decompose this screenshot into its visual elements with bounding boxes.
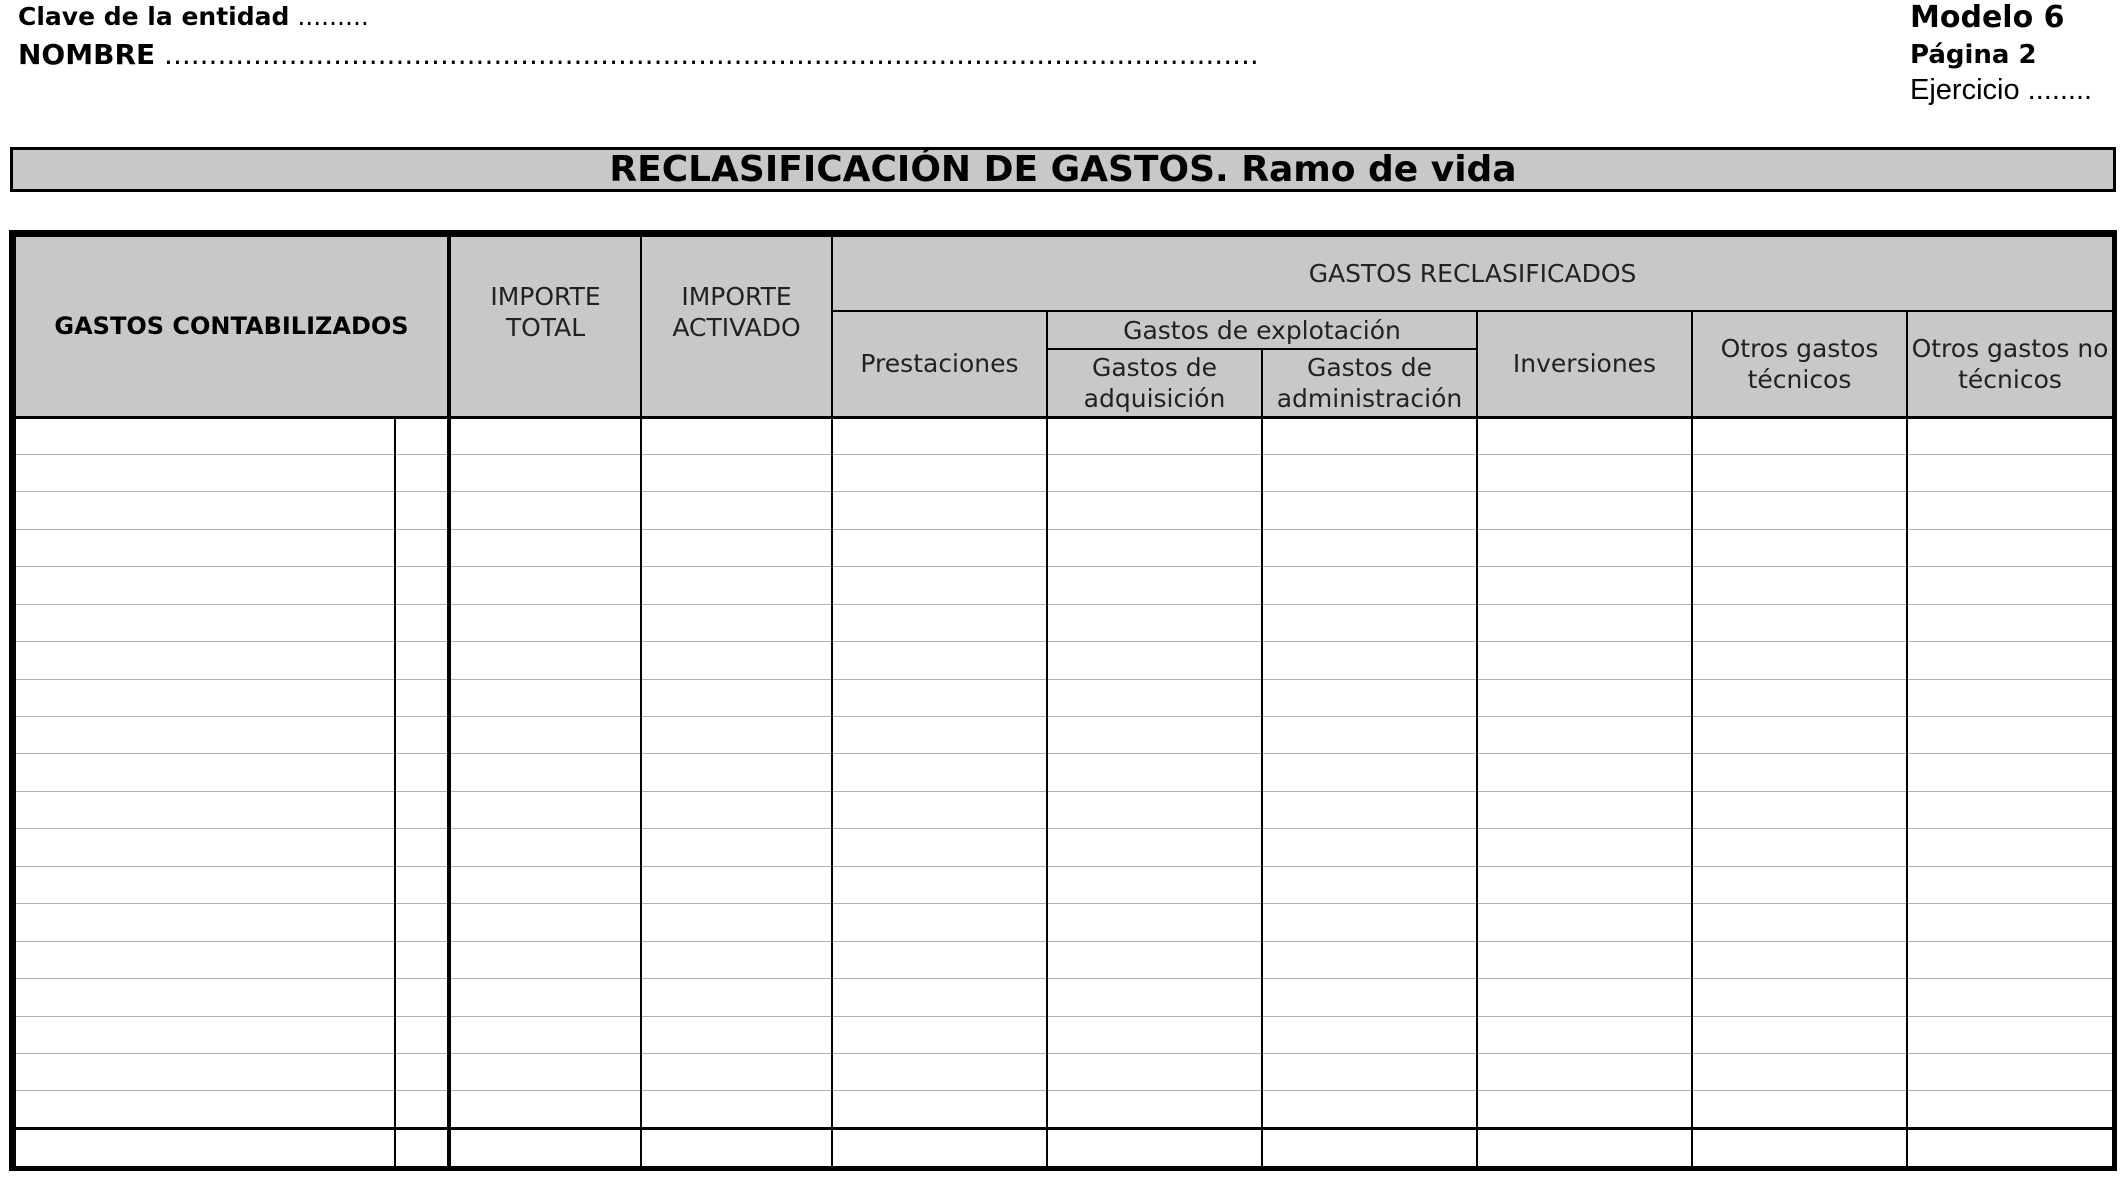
table-cell[interactable] [1692,642,1907,679]
table-row [15,642,2113,679]
table-cell[interactable] [1907,1128,2113,1166]
table-cell[interactable] [1262,1128,1477,1166]
table-cell[interactable] [1692,1128,1907,1166]
table-cell[interactable] [15,529,395,566]
table-cell[interactable] [1262,642,1477,679]
table-cell[interactable] [395,829,449,866]
clave-entidad-field[interactable]: ......... [297,2,369,31]
table-cell[interactable] [832,866,1047,903]
table-cell[interactable] [449,642,641,679]
table-row [15,567,2113,604]
pagina-label: Página 2 [1910,40,2037,70]
table-cell[interactable] [15,604,395,641]
table-cell[interactable] [1477,417,1692,454]
table-cell[interactable] [1692,791,1907,828]
table-cell[interactable] [1477,604,1692,641]
table-cell[interactable] [1477,454,1692,491]
table-row [15,454,2113,491]
reclasificacion-table [9,230,2117,1171]
table-cell[interactable] [832,1091,1047,1128]
header-importe-total-text: IMPORTE TOTAL [490,282,601,343]
table-cell[interactable] [641,1053,832,1090]
table-cell[interactable] [1262,417,1477,454]
table-cell[interactable] [1692,604,1907,641]
table-cell[interactable] [1262,492,1477,529]
header-importe-activado [641,236,832,417]
table-cell[interactable] [1692,904,1907,941]
header-inversiones: Inversiones [1477,311,1692,417]
table-cell[interactable] [449,1053,641,1090]
table-cell[interactable] [15,417,395,454]
table-cell[interactable] [15,829,395,866]
table-cell[interactable] [1047,904,1262,941]
table-cell[interactable] [1262,1053,1477,1090]
table-cell[interactable] [449,1016,641,1053]
table-cell[interactable] [832,604,1047,641]
table-cell[interactable] [832,1128,1047,1166]
table-cell[interactable] [832,1016,1047,1053]
table-cell[interactable] [1262,941,1477,978]
table-cell[interactable] [15,717,395,754]
header-importe-total [449,236,641,417]
table-cell[interactable] [1692,979,1907,1016]
table-cell[interactable] [1477,829,1692,866]
table-cell[interactable] [641,979,832,1016]
table-row [15,904,2113,941]
table-cell[interactable] [832,454,1047,491]
table-cell[interactable] [641,1091,832,1128]
table-cell[interactable] [1262,866,1477,903]
page-title: RECLASIFICACIÓN DE GASTOS. Ramo de vida [10,147,2116,192]
table-cell[interactable] [1047,642,1262,679]
table-cell[interactable] [832,642,1047,679]
table-cell[interactable] [641,529,832,566]
table-cell[interactable] [1477,866,1692,903]
table-cell[interactable] [15,642,395,679]
header-gastos-contabilizados: GASTOS CONTABILIZADOS [15,236,449,417]
table-cell[interactable] [395,1128,449,1166]
table-row [15,717,2113,754]
table-cell[interactable] [832,1053,1047,1090]
table-row [15,679,2113,716]
table-cell[interactable] [641,941,832,978]
table-cell[interactable] [1047,604,1262,641]
table-row [15,866,2113,903]
table-cell[interactable] [1047,1091,1262,1128]
table-cell[interactable] [1692,1091,1907,1128]
table-cell[interactable] [641,604,832,641]
table-cell[interactable] [1262,529,1477,566]
table-cell[interactable] [1047,791,1262,828]
table-cell[interactable] [832,791,1047,828]
table-cell[interactable] [1047,754,1262,791]
table-cell[interactable] [641,642,832,679]
table-cell[interactable] [15,679,395,716]
table-row [15,604,2113,641]
table-cell[interactable] [1262,791,1477,828]
table-cell[interactable] [1047,454,1262,491]
table-cell[interactable] [449,417,641,454]
table-cell[interactable] [1907,791,2113,828]
table-cell[interactable] [641,417,832,454]
table-cell[interactable] [1692,866,1907,903]
table-cell[interactable] [1477,941,1692,978]
table-cell[interactable] [1692,1016,1907,1053]
table-cell[interactable] [15,941,395,978]
table-cell[interactable] [641,1128,832,1166]
table-row [15,529,2113,566]
clave-entidad-line [18,2,369,31]
ejercicio-field[interactable]: Ejercicio ........ [1910,74,2093,106]
table-cell[interactable] [1047,1128,1262,1166]
table-cell[interactable] [1907,679,2113,716]
table-cell[interactable] [641,829,832,866]
table-cell[interactable] [1477,1091,1692,1128]
table-cell[interactable] [449,717,641,754]
table-body [15,417,2113,1166]
table-cell[interactable] [1262,829,1477,866]
table-cell[interactable] [832,717,1047,754]
table-cell[interactable] [15,1128,395,1166]
table-cell[interactable] [1907,567,2113,604]
table-cell[interactable] [1477,529,1692,566]
table-cell[interactable] [641,904,832,941]
table-cell[interactable] [395,492,449,529]
table-cell[interactable] [15,754,395,791]
table-cell[interactable] [1047,417,1262,454]
table-cell[interactable] [1262,1016,1477,1053]
table-cell[interactable] [832,679,1047,716]
table-cell[interactable] [832,829,1047,866]
header-otros-gastos-tecnicos: Otros gastos técnicos [1692,311,1907,417]
table-cell[interactable] [832,979,1047,1016]
table-cell[interactable] [641,679,832,716]
table-cell[interactable] [1262,679,1477,716]
table-cell[interactable] [395,1053,449,1090]
table-cell[interactable] [1047,679,1262,716]
table-cell[interactable] [1907,492,2113,529]
table-cell[interactable] [832,754,1047,791]
table-cell[interactable] [1477,754,1692,791]
table-cell[interactable] [1047,492,1262,529]
header-gastos-adquisicion: Gastos de adquisición [1047,349,1262,417]
table-cell[interactable] [15,791,395,828]
table-cell[interactable] [395,866,449,903]
table-cell[interactable] [449,679,641,716]
table-cell[interactable] [395,417,449,454]
table-cell[interactable] [1907,642,2113,679]
table-cell[interactable] [1477,979,1692,1016]
table-cell[interactable] [1907,1053,2113,1090]
table-cell[interactable] [1477,717,1692,754]
table-cell[interactable] [395,642,449,679]
table-cell[interactable] [1262,454,1477,491]
table-cell[interactable] [395,679,449,716]
table-cell[interactable] [449,829,641,866]
table-cell[interactable] [395,454,449,491]
table-cell[interactable] [15,979,395,1016]
table-cell[interactable] [395,529,449,566]
table-cell[interactable] [1907,979,2113,1016]
table-cell[interactable] [449,904,641,941]
table-cell[interactable] [1262,904,1477,941]
table-cell[interactable] [395,1016,449,1053]
table-cell[interactable] [1047,1053,1262,1090]
table-cell[interactable] [449,979,641,1016]
table-cell[interactable] [832,941,1047,978]
table-cell[interactable] [1047,941,1262,978]
table-cell[interactable] [1692,529,1907,566]
table-cell[interactable] [15,567,395,604]
table-cell[interactable] [832,904,1047,941]
nombre-line [18,38,1259,71]
table-cell[interactable] [641,567,832,604]
table-cell[interactable] [1692,492,1907,529]
table-cell[interactable] [832,492,1047,529]
table-cell[interactable] [15,904,395,941]
table-row [15,941,2113,978]
table-cell[interactable] [1907,754,2113,791]
table-cell[interactable] [641,454,832,491]
table-row [15,979,2113,1016]
table-row [15,492,2113,529]
table-cell[interactable] [1262,754,1477,791]
header-gastos-administracion: Gastos de administración [1262,349,1477,417]
table-row [15,417,2113,454]
table-cell[interactable] [395,567,449,604]
table-cell[interactable] [1907,904,2113,941]
table-cell[interactable] [1477,642,1692,679]
table-row [15,754,2113,791]
table-cell[interactable] [641,717,832,754]
table-cell[interactable] [15,1016,395,1053]
table-cell[interactable] [1262,1091,1477,1128]
table-cell[interactable] [1692,679,1907,716]
table-cell[interactable] [395,717,449,754]
table-cell[interactable] [1047,567,1262,604]
table-cell[interactable] [395,1091,449,1128]
table-cell[interactable] [395,979,449,1016]
table-cell[interactable] [832,567,1047,604]
table-cell[interactable] [1692,567,1907,604]
nombre-field[interactable]: ........................................................................................................................... [164,38,1259,71]
table-cell[interactable] [1692,754,1907,791]
table-row [15,1016,2113,1053]
table-cell[interactable] [1262,567,1477,604]
table-cell[interactable] [1047,866,1262,903]
header-gastos-explotacion: Gastos de explotación [1047,311,1477,349]
table-cell[interactable] [395,604,449,641]
table-cell[interactable] [1477,904,1692,941]
table-cell[interactable] [449,604,641,641]
table-cell[interactable] [1047,829,1262,866]
table-cell[interactable] [1262,717,1477,754]
table-cell[interactable] [1692,1053,1907,1090]
table-cell[interactable] [1692,717,1907,754]
table-cell[interactable] [1907,417,2113,454]
table-cell[interactable] [1692,454,1907,491]
table-cell[interactable] [832,417,1047,454]
table-cell[interactable] [15,866,395,903]
table-cell[interactable] [395,941,449,978]
table-cell[interactable] [15,454,395,491]
table-cell[interactable] [1907,604,2113,641]
table-cell[interactable] [1692,417,1907,454]
table-cell[interactable] [1907,829,2113,866]
table-cell[interactable] [1477,492,1692,529]
table-cell[interactable] [15,1091,395,1128]
table-cell[interactable] [641,1016,832,1053]
table-cell[interactable] [1047,979,1262,1016]
table-cell[interactable] [1262,979,1477,1016]
table-cell[interactable] [15,1053,395,1090]
table-row [15,829,2113,866]
total-row [15,1128,2113,1166]
table-cell[interactable] [449,941,641,978]
table-cell[interactable] [449,754,641,791]
table-cell[interactable] [641,492,832,529]
table-cell[interactable] [1477,1128,1692,1166]
table-cell[interactable] [449,1128,641,1166]
table-cell[interactable] [1907,941,2113,978]
table-cell[interactable] [449,1091,641,1128]
header-gastos-reclasificados: GASTOS RECLASIFICADOS [832,236,2113,311]
table-cell[interactable] [832,529,1047,566]
table-cell[interactable] [641,754,832,791]
table-cell[interactable] [1907,717,2113,754]
table-cell[interactable] [449,866,641,903]
table-cell[interactable] [449,567,641,604]
table-cell[interactable] [1907,1016,2113,1053]
table-cell[interactable] [641,866,832,903]
table-cell[interactable] [1907,866,2113,903]
table-cell[interactable] [395,754,449,791]
header-prestaciones: Prestaciones [832,311,1047,417]
table-cell[interactable] [1262,604,1477,641]
table-cell[interactable] [1047,1016,1262,1053]
table-cell[interactable] [1692,829,1907,866]
table-row [15,1053,2113,1090]
table-cell[interactable] [1477,1053,1692,1090]
table-cell[interactable] [449,791,641,828]
table-cell[interactable] [1907,529,2113,566]
table-cell[interactable] [1477,679,1692,716]
header-otros-gastos-no-tecnicos: Otros gastos no técnicos [1907,311,2113,417]
table-cell[interactable] [449,492,641,529]
header-importe-activado-text: IMPORTE ACTIVADO [672,282,801,343]
table-cell[interactable] [1907,454,2113,491]
table-row [15,1091,2113,1128]
table-cell[interactable] [1692,941,1907,978]
table-row [15,791,2113,828]
table-cell[interactable] [395,904,449,941]
table-cell[interactable] [1047,717,1262,754]
table-cell[interactable] [395,791,449,828]
table-cell[interactable] [1477,567,1692,604]
table-cell[interactable] [1477,791,1692,828]
table-cell[interactable] [641,791,832,828]
table-cell[interactable] [1047,529,1262,566]
table-cell[interactable] [1477,1016,1692,1053]
table-cell[interactable] [449,454,641,491]
clave-entidad-label: Clave de la entidad [18,2,290,31]
table-cell[interactable] [1907,1091,2113,1128]
modelo-label: Modelo 6 [1910,0,2065,35]
table-cell[interactable] [449,529,641,566]
table-cell[interactable] [15,492,395,529]
nombre-label: NOMBRE [18,38,156,71]
